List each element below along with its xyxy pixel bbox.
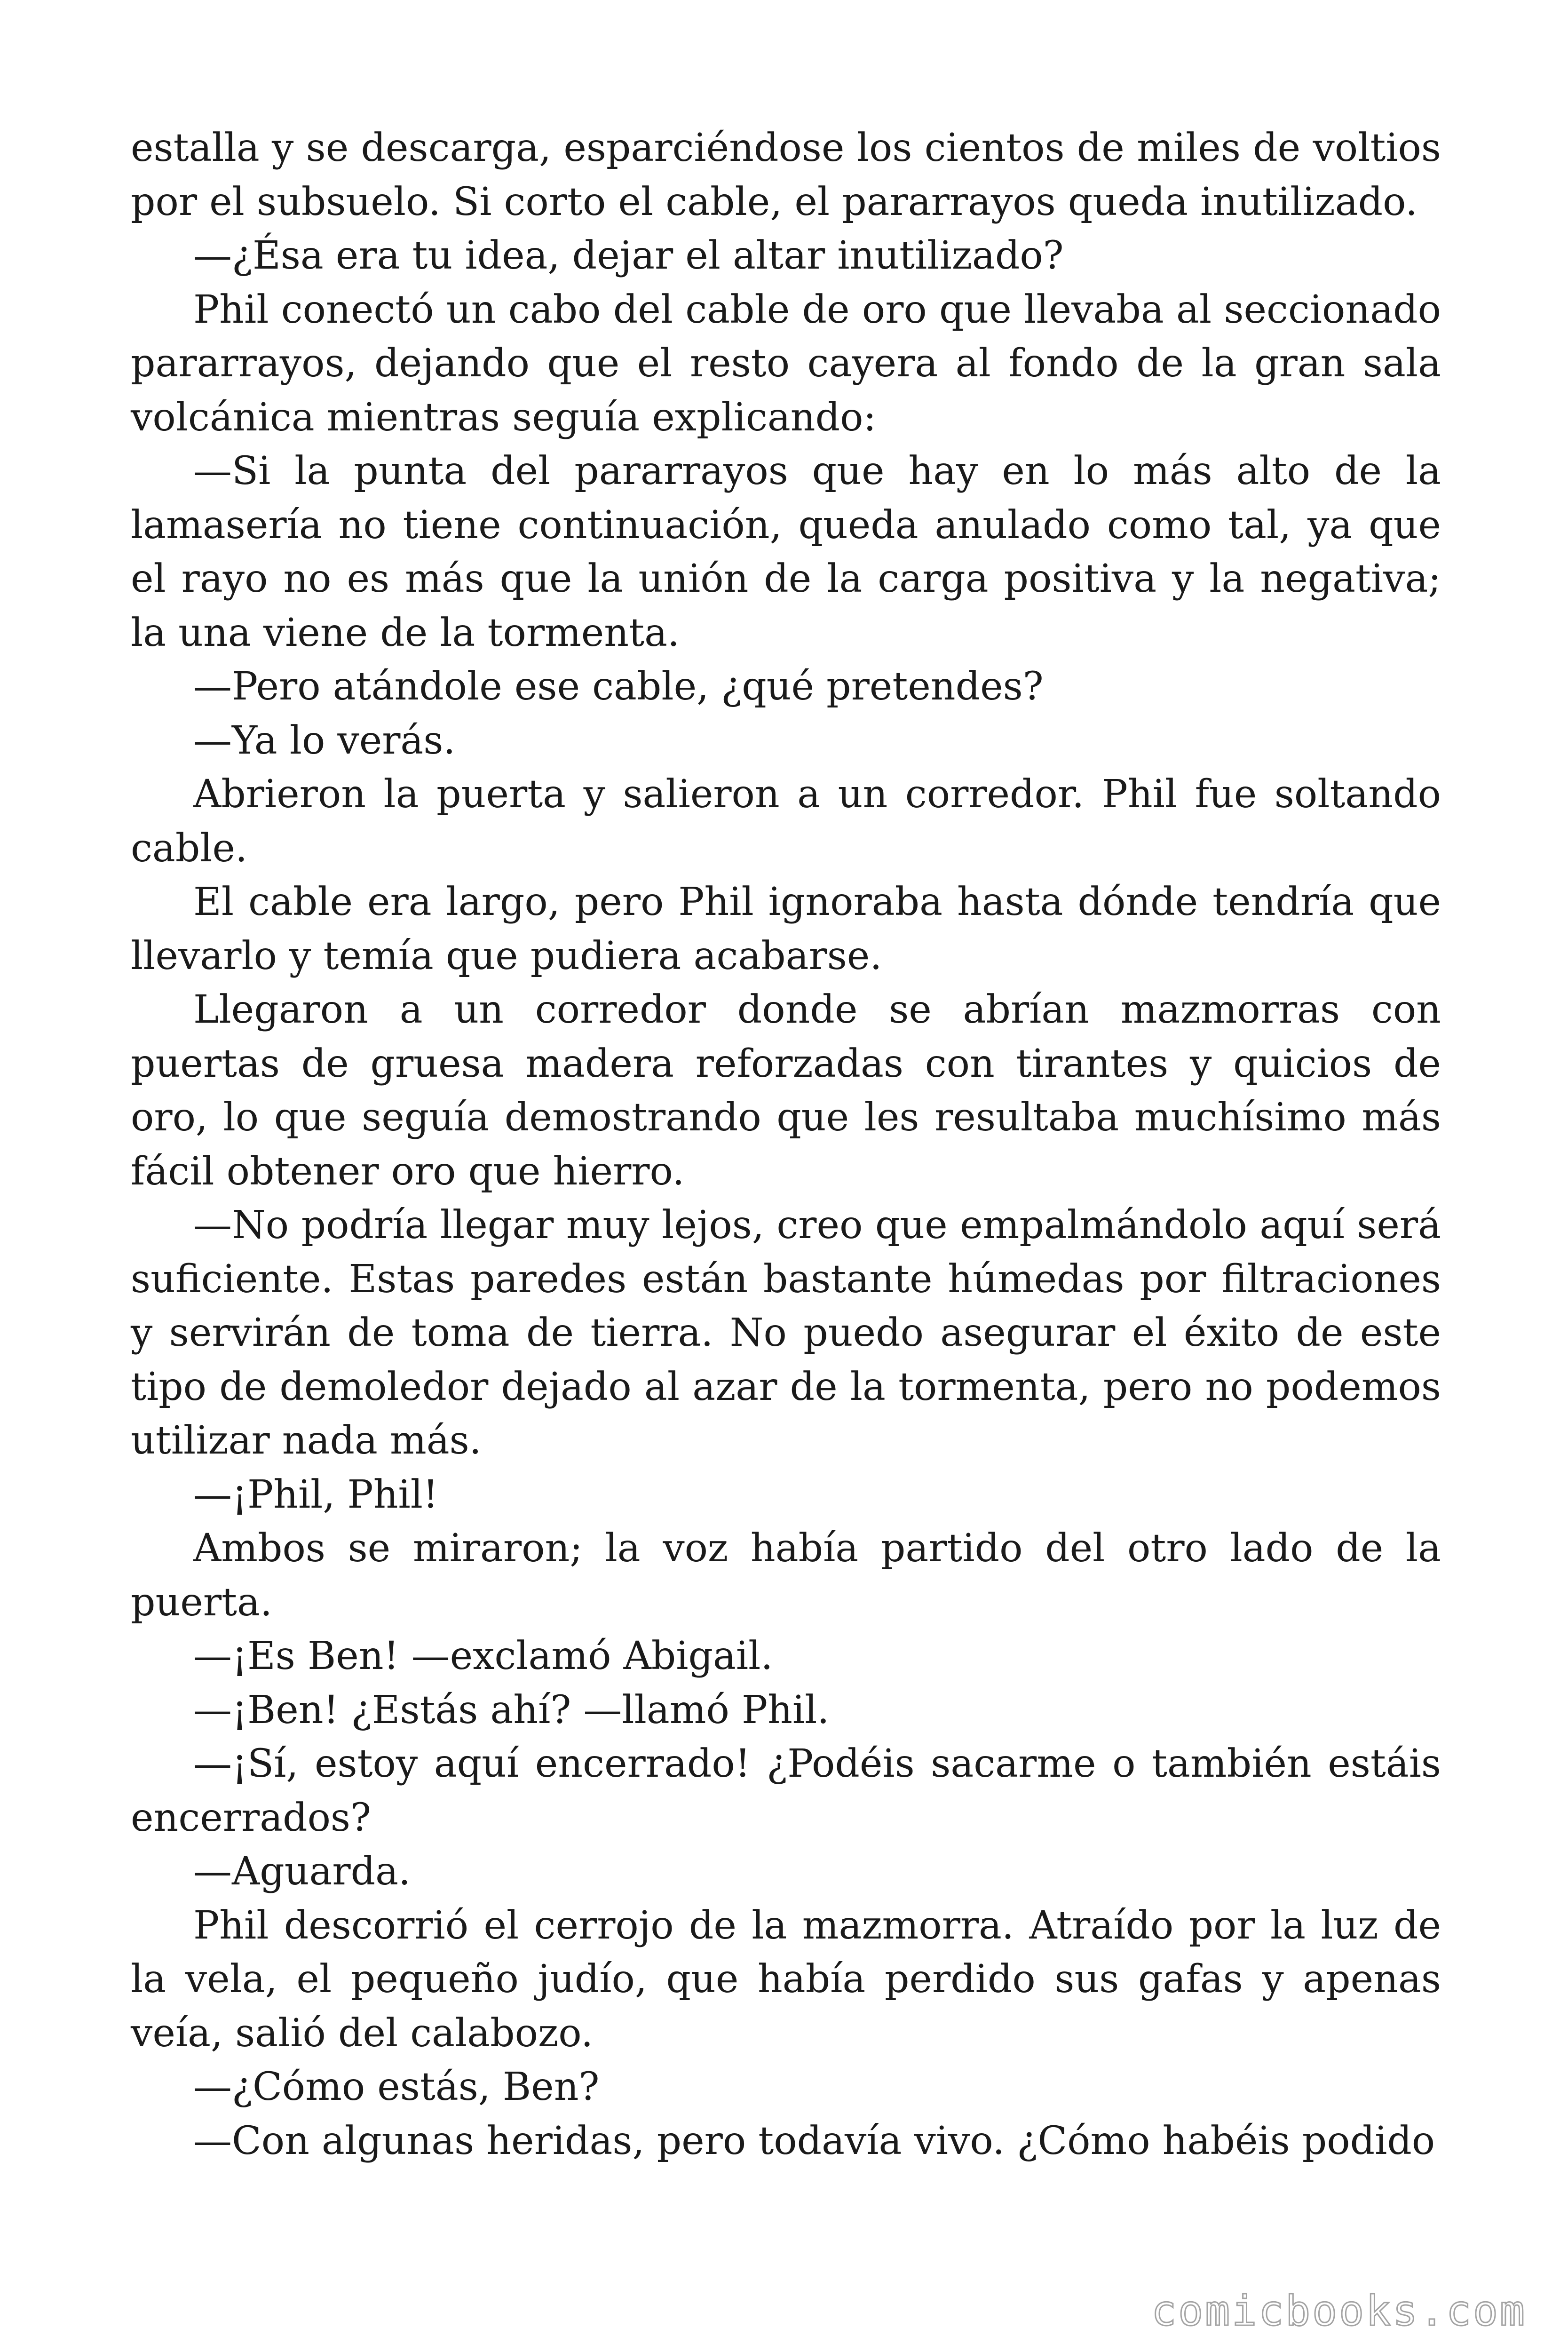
paragraph: —¿Cómo estás, Ben? (193, 2065, 600, 2109)
paragraph: —¡Sí, estoy aquí encerrado! ¿Podéis sacarme o también estáis encerrados? (131, 1741, 1441, 1840)
paragraph: —¿Ésa era tu idea, dejar el altar inutilizado? (193, 233, 1064, 278)
paragraph: —Pero atándole ese cable, ¿qué pretendes? (193, 664, 1044, 709)
paragraph: —No podría llegar muy lejos, creo que empalmándolo aquí será suficiente. Estas paredes están bastante húmedas por filtraciones y servirán de toma de tierra. No puedo asegurar el éxito de este tipo de demoledor dejado al azar de la tormenta, pero no podemos utilizar nada más. (131, 1203, 1441, 1463)
watermark: comicbooks.com (1151, 2287, 1527, 2335)
paragraph: —¡Es Ben! —exclamó Abigail. (193, 1634, 773, 1678)
paragraph: Llegaron a un corredor donde se abrían mazmorras con puertas de gruesa madera reforzadas con tirantes y quicios de oro, lo que seguía demostrando que les resultaba muchísimo más fácil obtener oro que hierro. (131, 987, 1441, 1194)
paragraph: —Ya lo verás. (193, 718, 456, 763)
paragraph: estalla y se descarga, esparciéndose los cientos de miles de voltios por el subsuelo. Si corto el cable, el pararrayos queda inutilizado. (131, 126, 1441, 224)
paragraph: Phil conectó un cabo del cable de oro que llevaba al seccionado pararrayos, dejando que el resto cayera al fondo de la gran sala volcánica mientras seguía explicando: (131, 287, 1441, 440)
page-body-text (131, 121, 1441, 2168)
paragraph: —Si la punta del pararrayos que hay en lo más alto de la lamasería no tiene continuación, queda anulado como tal, ya que el rayo no es más que la unión de la carga positiva y la negativa; la una viene de la tormenta. (131, 449, 1441, 655)
paragraph: —Con algunas heridas, pero todavía vivo. ¿Cómo habéis podido (193, 2118, 1435, 2163)
paragraph: Ambos se miraron; la voz había partido del otro lado de la puerta. (131, 1526, 1441, 1625)
paragraph: Phil descorrió el cerrojo de la mazmorra. Atraído por la luz de la vela, el pequeño judío, que había perdido sus gafas y apenas veía, salió del calabozo. (131, 1903, 1441, 2056)
paragraph: Abrieron la puerta y salieron a un corredor. Phil fue soltando cable. (131, 772, 1441, 871)
paragraph: El cable era largo, pero Phil ignoraba hasta dónde tendría que llevarlo y temía que pudiera acabarse. (131, 880, 1441, 978)
paragraph: —¡Phil, Phil! (193, 1472, 438, 1517)
paragraph: —¡Ben! ¿Estás ahí? —llamó Phil. (193, 1687, 830, 1732)
paragraph: —Aguarda. (193, 1849, 411, 1894)
